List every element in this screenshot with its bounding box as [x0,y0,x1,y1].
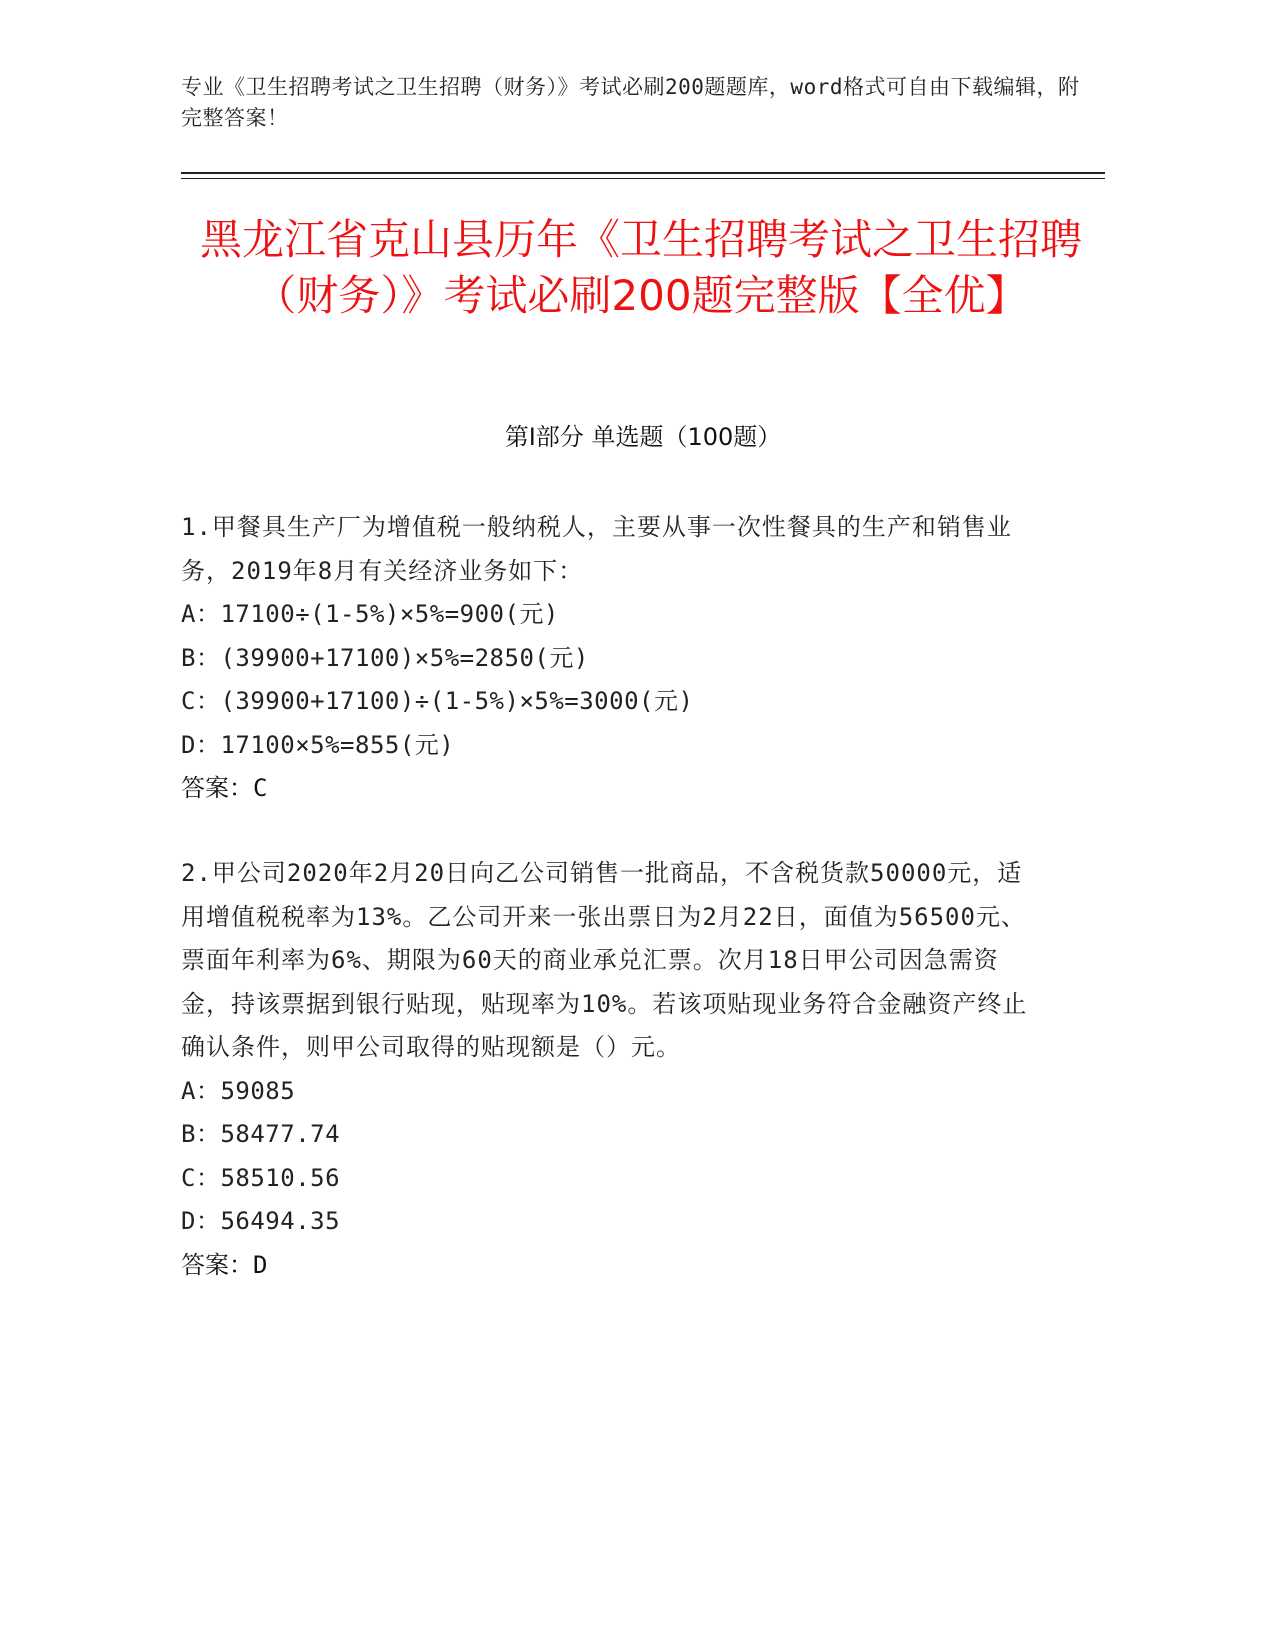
header-divider-thick [181,172,1105,174]
answer-label: 答案： [181,1250,253,1279]
option-a [181,593,1041,637]
answer-value: D [253,1250,268,1279]
section-title: 第I部分 单选题（100题） [504,423,782,451]
option-a [181,1070,1041,1114]
header-divider-thin [181,178,1105,179]
option-d [181,724,1041,768]
option-label: A： [181,1076,221,1105]
option-text: (39900+17100)×5%=2850(元) [220,643,589,672]
option-text: 17100÷(1-5%)×5%=900(元) [220,600,559,628]
answer-label: 答案： [181,774,253,802]
option-label: C： [181,1163,221,1192]
answer-value: C [253,774,268,802]
option-b [181,1113,1041,1157]
option-label: C： [181,687,221,715]
option-c [181,680,1041,724]
header-note: 专业《卫生招聘考试之卫生招聘（财务）》考试必刷200题题库，word格式可自由下载编辑，附完整答案！ [181,75,1080,130]
option-text: 17100×5%=855(元) [220,730,455,759]
answer-line [181,1244,1041,1288]
option-text: (39900+17100)÷(1-5%)×5%=3000(元) [220,687,694,715]
option-d [181,1200,1041,1244]
option-text: 58477.74 [220,1120,341,1148]
option-label: A： [181,600,221,628]
option-label: B： [181,1120,221,1148]
option-text: 56494.35 [220,1207,341,1235]
answer-line [181,767,1041,811]
option-label: D： [181,730,221,759]
option-text: 59085 [220,1076,296,1105]
option-c [181,1157,1041,1201]
option-text: 58510.56 [220,1163,341,1192]
option-label: D： [181,1207,221,1235]
option-b [181,637,1041,681]
question-stem: 1.甲餐具生产厂为增值税一般纳税人，主要从事一次性餐具的生产和销售业务，2019年8月有关经济业务如下： [181,513,1012,585]
document-title: 黑龙江省克山县历年《卫生招聘考试之卫生招聘（财务）》考试必刷200题完整版【全优】 [199,215,1082,320]
question-1 [181,506,1041,811]
question-stem: 2.甲公司2020年2月20日向乙公司销售一批商品，不含税货款50000元，适用增值税税率为13%。乙公司开来一张出票日为2月22日，面值为56500元、票面年利率为6%、期限为60天的商业承兑汇票。次月18日甲公司因急需资金，持该票据到银行贴现，贴现率为10%。若该项贴现业务符合金融资产终止确认条件，则甲公司取得的贴现额是（）元。 [181,859,1028,1061]
option-label: B： [181,643,221,672]
question-2 [181,852,1041,1287]
